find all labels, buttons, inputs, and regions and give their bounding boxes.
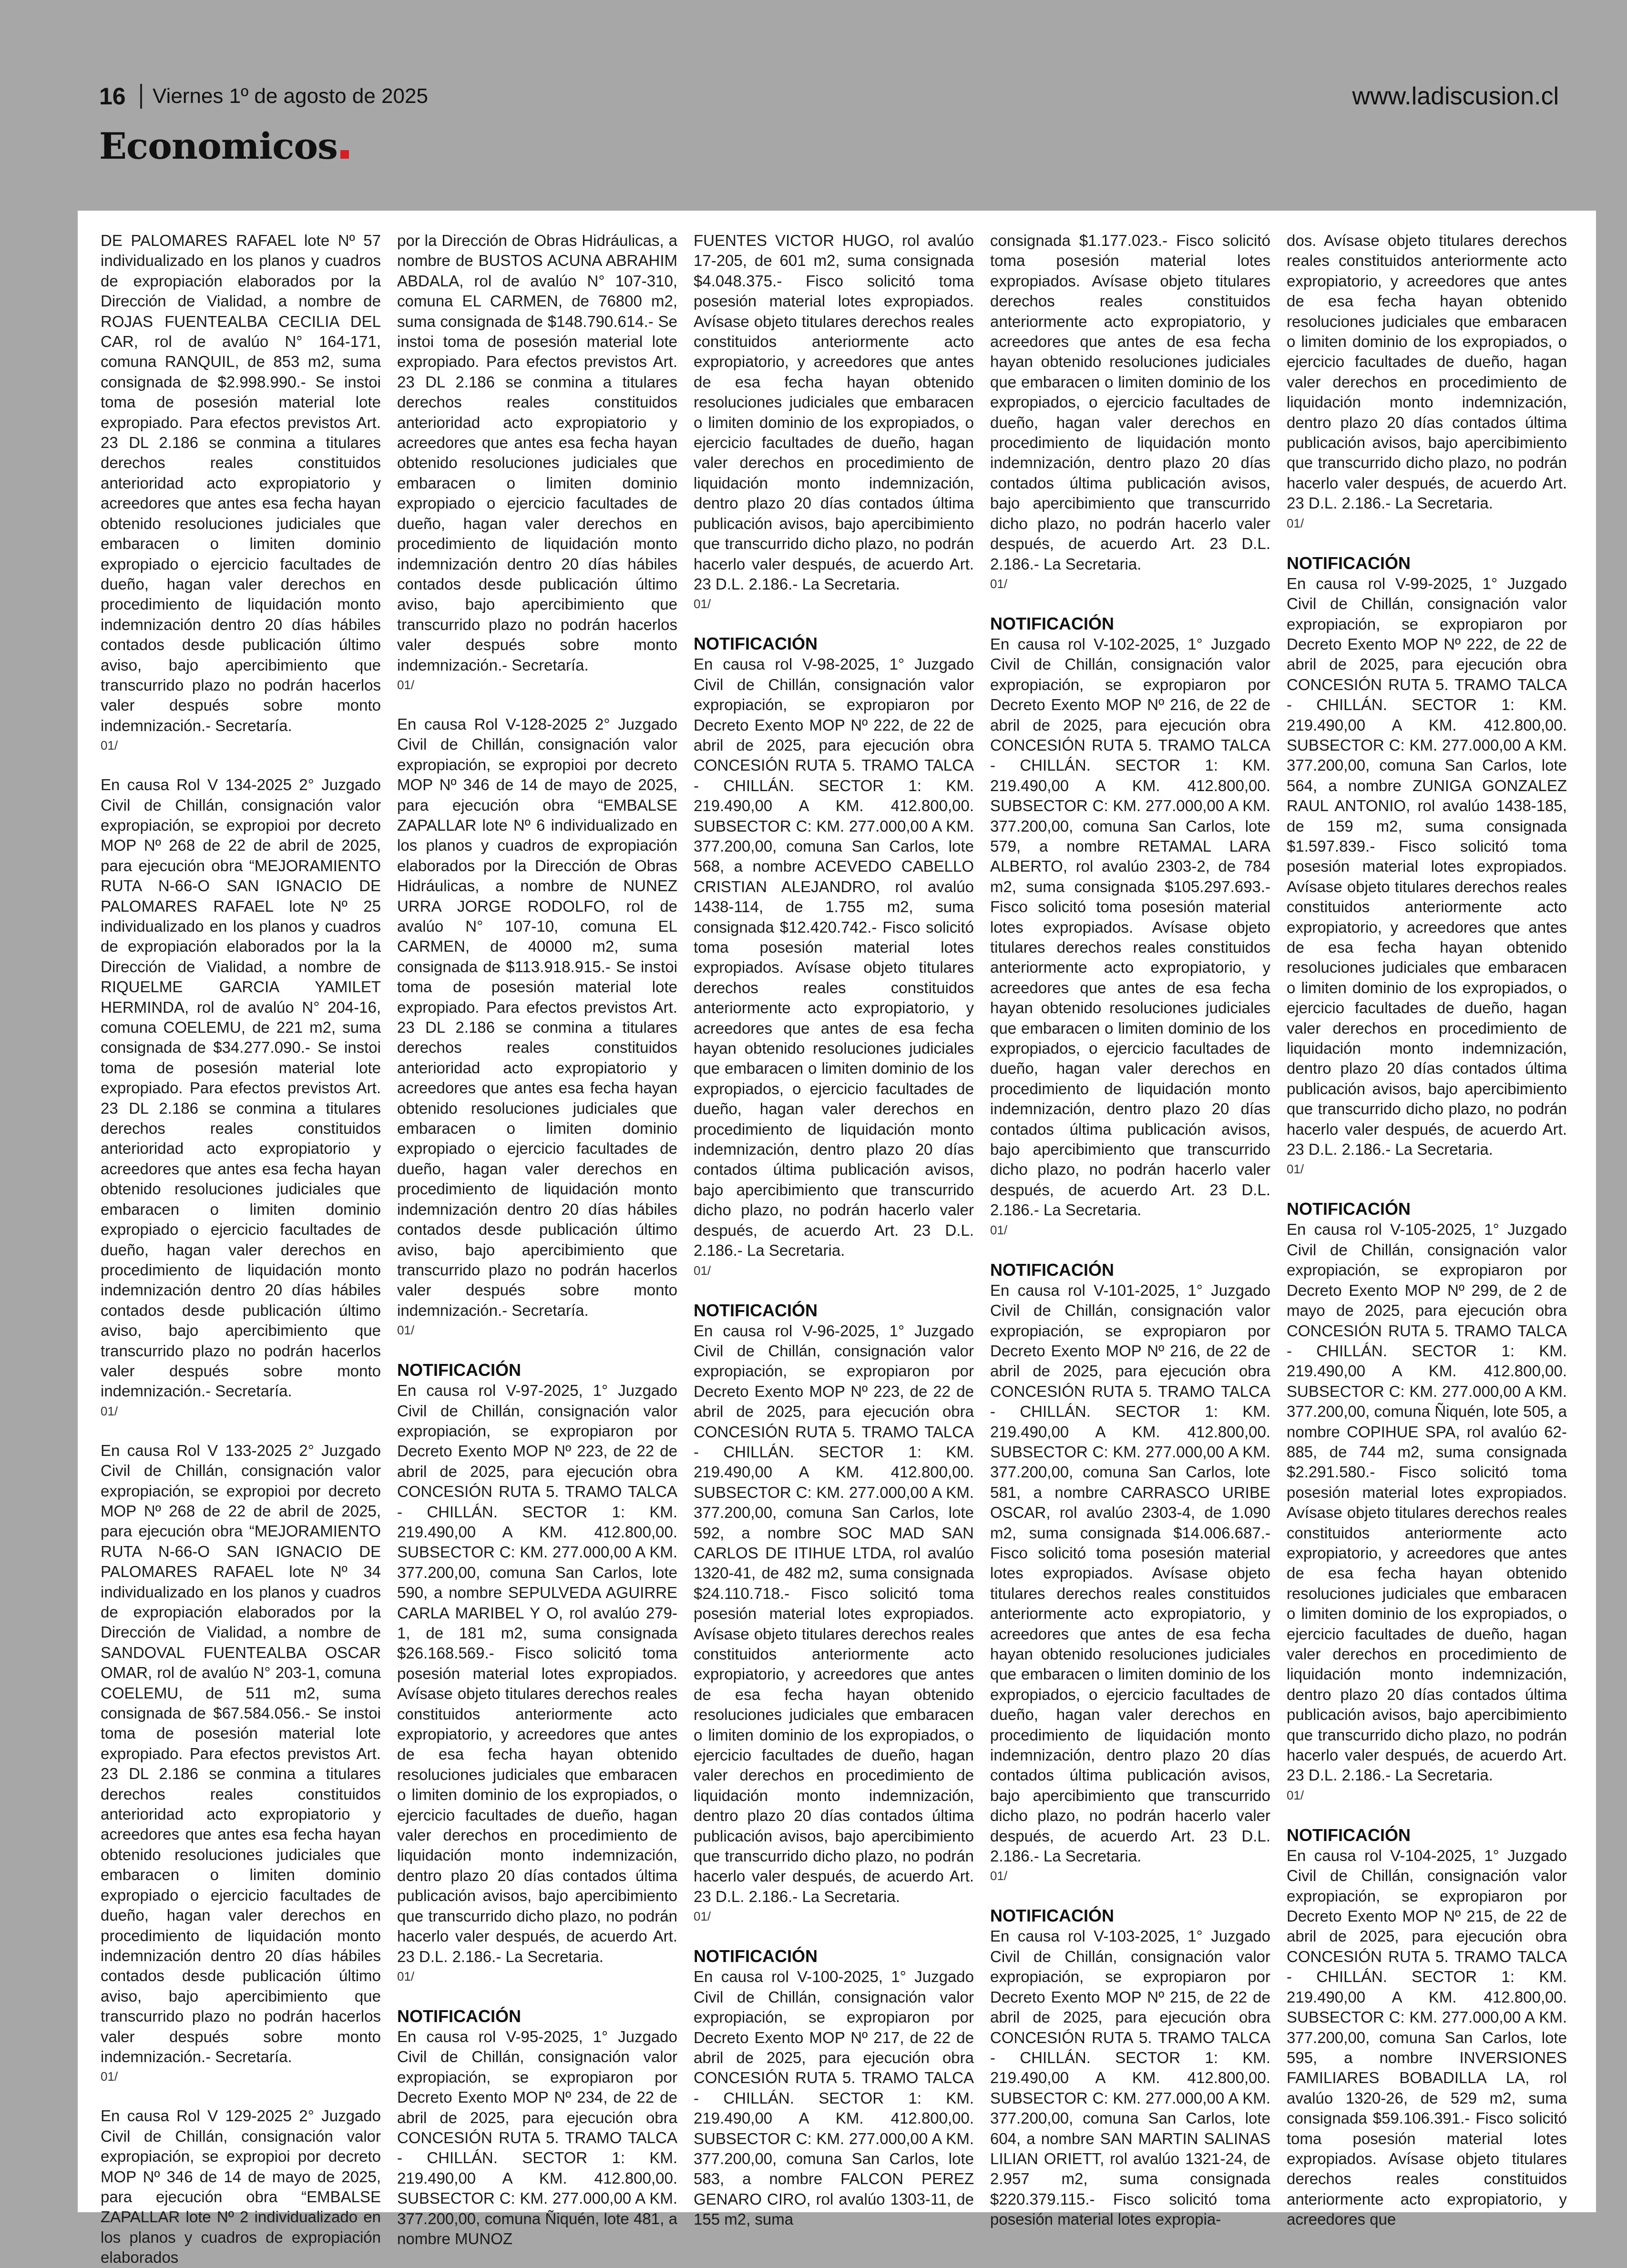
notice-code: 01/ xyxy=(1287,1162,1304,1177)
header-divider xyxy=(140,84,142,109)
notice-block xyxy=(101,1441,381,2086)
notice-code: 01/ xyxy=(990,576,1008,591)
notice-title: NOTIFICACIÓN xyxy=(694,634,818,654)
notice-block xyxy=(397,1360,677,1986)
notice-text: En causa Rol V 133-2025 2° Juzgado Civil de Chillán, consignación valor expropiación, se expropioi por decreto MOP Nº 268 de 22 de abril de 2025, para ejecución obra “MEJORAMIENTO RUTA N-66-O SAN IGNACIO DE PALOMARES RAFAEL lote Nº 34 individualizado en los planos y cuadros de expropiación elaborados por la Dirección de Vialidad, a nombre de SANDOVAL FUENTEALBA OSCAR OMAR, rol de avalúo N° 203-1, comuna COELEMU, de 511 m2, suma consignada de $67.584.056.- Se instoi toma de posesión material lote expropiado. Para efectos previstos Art. 23 DL 2.186 se conmina a titulares derechos reales constituidos anterioridad acto expropiatorio y acreedores que antes esa fecha hayan obtenido resoluciones judiciales que embaracen o limiten dominio expropiado o ejercicio facultades de dueño, hagan valer derechos en procedimiento de liquidación monto indemnización dentro 20 días hábiles contados desde publicación último aviso, bajo apercibimiento que transcurrido plazo no podrán hacerlos valer después sobre monto indemnización.- Secretaría. xyxy=(101,1441,381,2065)
notice-code: 01/ xyxy=(990,1222,1008,1237)
notice-code: 01/ xyxy=(694,597,711,611)
notice-text: En causa rol V-96-2025, 1° Juzgado Civil de Chillán, consignación valor expropiación, se expropiaron por Decreto Exento MOP Nº 223, de 22 de abril de 2025, para ejecución obra CONCESIÓN RUTA 5. TRAMO TALCA - CHILLÁN. SECTOR 1: KM. 219.490,00 A KM. 412.800,00. SUBSECTOR C: KM. 277.000,00 A KM. 377.200,00, comuna San Carlos, lote 592, a nombre SOC MAD SAN CARLOS DE ITIHUE LTDA, rol avalúo 1320-41, de 482 m2, suma consignada $24.110.718.- Fisco solicitó toma posesión material lotes expropiados. Avísase objeto titulares derechos reales constituidos anteriormente acto expropiatorio, y acreedores que antes de esa fecha hayan obtenido resoluciones judiciales que embaracen o limiten dominio de los expropiados, o ejercicio facultades de dueño, hagan valer derechos en procedimiento de liquidación monto indemnización, dentro plazo 20 días contados última publicación avisos, bajo apercibimiento que transcurrido dicho plazo, no podrán hacerlo valer después, de acuerdo Art. 23 D.L. 2.186.- La Secretaria. xyxy=(694,1322,974,1905)
notice-block xyxy=(397,2006,677,2249)
column-1 xyxy=(101,231,381,2267)
classifieds-page xyxy=(78,211,1596,2267)
notice-code: 01/ xyxy=(694,1263,711,1278)
notice-block xyxy=(990,1905,1270,2229)
notice-text: FUENTES VICTOR HUGO, rol avalúo 17-205, de 601 m2, suma consignada $4.048.375.- Fisco solicitó toma posesión material lotes expropiados. Avísase objeto titulares derechos reales constituidos anteriormente acto expropiatorio, y acreedores que antes de esa fecha hayan obtenido resoluciones judiciales que embaracen o limiten dominio de los expropiados, o ejercicio facultades de dueño, hagan valer derechos en procedimiento de liquidación monto indemnización, dentro plazo 20 días contados última publicación avisos, bajo apercibimiento que transcurrido dicho plazo, no podrán hacerlo valer después, de acuerdo Art. 23 D.L. 2.186.- La Secretaria. xyxy=(694,232,974,593)
notice-block xyxy=(101,231,381,755)
notice-block xyxy=(1287,231,1567,533)
notice-block xyxy=(694,1300,974,1926)
notice-title: NOTIFICACIÓN xyxy=(1287,1825,1411,1845)
notice-text: En causa rol V-95-2025, 1° Juzgado Civil de Chillán, consignación valor expropiación, se expropiaron por Decreto Exento MOP Nº 234, de 22 de abril de 2025, para ejecución obra CONCESIÓN RUTA 5. TRAMO TALCA - CHILLÁN. SECTOR 1: KM. 219.490,00 A KM. 412.800,00. SUBSECTOR C: KM. 277.000,00 A KM. 377.200,00, comuna Ñiquén, lote 481, a nombre MUNOZ xyxy=(397,2027,677,2248)
column-5 xyxy=(1287,231,1567,2228)
column-4 xyxy=(990,231,1270,2228)
notice-title: NOTIFICACIÓN xyxy=(1287,553,1411,573)
notice-code: 01/ xyxy=(397,677,415,692)
notice-block xyxy=(990,231,1270,593)
notice-code: 01/ xyxy=(1287,516,1304,530)
notice-title: NOTIFICACIÓN xyxy=(694,1946,818,1966)
section-accent-dot xyxy=(340,150,349,159)
notice-block xyxy=(397,714,677,1340)
notice-code: 01/ xyxy=(397,1969,415,1983)
notice-text: En causa Rol V 134-2025 2° Juzgado Civil de Chillán, consignación valor expropiación, se expropioi por decreto MOP Nº 268 de 22 de abril de 2025, para ejecución obra “MEJORAMIENTO RUTA N-66-O SAN IGNACIO DE PALOMARES RAFAEL lote Nº 25 individualizado en los planos y cuadros de expropiación elaborados por la la Dirección de Vialidad, a nombre de RIQUELME GARCIA YAMILET HERMINDA, rol de avalúo N° 204-16, comuna COELEMU, de 221 m2, suma consignada de $34.277.090.- Se instoi toma de posesión material lote expropiado. Para efectos previstos Art. 23 DL 2.186 se conmina a titulares derechos reales constituidos anterioridad acto expropiatorio y acreedores que antes esa fecha hayan obtenido resoluciones judiciales que embaracen o limiten dominio expropiado o ejercicio facultades de dueño, hagan valer derechos en procedimiento de liquidación monto indemnización dentro 20 días hábiles contados desde publicación último aviso, bajo apercibimiento que transcurrido plazo no podrán hacerlos valer después sobre monto indemnización.- Secretaría. xyxy=(101,776,381,1400)
notice-block xyxy=(694,1946,974,2229)
issue-date: Viernes 1º de agosto de 2025 xyxy=(153,84,428,108)
notice-code: 01/ xyxy=(101,1404,118,1418)
notice-code: 01/ xyxy=(990,1869,1008,1883)
notice-text: En causa rol V-101-2025, 1° Juzgado Civil de Chillán, consignación valor expropiación, se expropiaron por Decreto Exento MOP Nº 216, de 22 de abril de 2025, para ejecución obra CONCESIÓN RUTA 5. TRAMO TALCA - CHILLÁN. SECTOR 1: KM. 219.490,00 A KM. 412.800,00. SUBSECTOR C: KM. 277.000,00 A KM. 377.200,00, comuna San Carlos, lote 581, a nombre CARRASCO URIBE OSCAR, rol avalúo 2303-4, de 1.090 m2, suma consignada $14.006.687.- Fisco solicitó toma posesión material lotes expropiados. Avísase objeto titulares derechos reales constituidos anteriormente acto expropiatorio, y acreedores que antes de esa fecha hayan obtenido resoluciones judiciales que embaracen o limiten dominio de los expropiados, o ejercicio facultades de dueño, hagan valer derechos en procedimiento de liquidación monto indemnización, dentro plazo 20 días contados última publicación avisos, bajo apercibimiento que transcurrido dicho plazo, no podrán hacerlo valer después, de acuerdo Art. 23 D.L. 2.186.- La Secretaria. xyxy=(990,1281,1270,1865)
notice-code: 01/ xyxy=(1287,1788,1304,1802)
notice-text: En causa rol V-105-2025, 1° Juzgado Civil de Chillán, consignación valor expropiación, se expropiaron por Decreto Exento MOP Nº 299, de 2 de mayo de 2025, para ejecución obra CONCESIÓN RUTA 5. TRAMO TALCA - CHILLÁN. SECTOR 1: KM. 219.490,00 A KM. 412.800,00. SUBSECTOR C: KM. 277.000,00 A KM. 377.200,00, comuna Ñiquén, lote 505, a nombre COPIHUE SPA, rol avalúo 62-885, de 744 m2, suma consignada $2.291.580.- Fisco solicitó toma posesión material lotes expropiados. Avísase objeto titulares derechos reales constituidos anteriormente acto expropiatorio, y acreedores que antes de esa fecha hayan obtenido resoluciones judiciales que embaracen o limiten dominio de los expropiados, o ejercicio facultades de dueño, hagan valer derechos en procedimiento de liquidación monto indemnización, dentro plazo 20 días contados última publicación avisos, bajo apercibimiento que transcurrido dicho plazo, no podrán hacerlo valer después, de acuerdo Art. 23 D.L. 2.186.- La Secretaria. xyxy=(1287,1220,1567,1784)
notice-block xyxy=(397,231,677,694)
notice-text: En causa rol V-99-2025, 1° Juzgado Civil de Chillán, consignación valor expropiación, se expropiaron por Decreto Exento MOP Nº 222, de 22 de abril de 2025, para ejecución obra CONCESIÓN RUTA 5. TRAMO TALCA - CHILLÁN. SECTOR 1: KM. 219.490,00 A KM. 412.800,00. SUBSECTOR C: KM. 277.000,00 A KM. 377.200,00, comuna San Carlos, lote 564, a nombre ZUNIGA GONZALEZ RAUL ANTONIO, rol avalúo 1438-185, de 159 m2, suma consignada $1.597.839.- Fisco solicitó toma posesión material lotes expropiados. Avísase objeto titulares derechos reales constituidos anteriormente acto expropiatorio, y acreedores que antes de esa fecha hayan obtenido resoluciones judiciales que embaracen o limiten dominio de los expropiados, o ejercicio facultades de dueño, hagan valer derechos en procedimiento de liquidación monto indemnización, dentro plazo 20 días contados última publicación avisos, bajo apercibimiento que transcurrido dicho plazo, no podrán hacerlo valer después, de acuerdo Art. 23 D.L. 2.186.- La Secretaria. xyxy=(1287,574,1567,1159)
notice-code: 01/ xyxy=(397,1323,415,1338)
notice-text: En causa rol V-98-2025, 1° Juzgado Civil de Chillán, consignación valor expropiación, se expropiaron por Decreto Exento MOP Nº 222, de 22 de abril de 2025, para ejecución obra CONCESIÓN RUTA 5. TRAMO TALCA - CHILLÁN. SECTOR 1: KM. 219.490,00 A KM. 412.800,00. SUBSECTOR C: KM. 277.000,00 A KM. 377.200,00, comuna San Carlos, lote 568, a nombre ACEVEDO CABELLO CRISTIAN ALEJANDRO, rol avalúo 1438-114, de 1.755 m2, suma consignada $12.420.742.- Fisco solicitó toma posesión material lotes expropiados. Avísase objeto titulares derechos reales constituidos anteriormente acto expropiatorio, y acreedores que antes de esa fecha hayan obtenido resoluciones judiciales que embaracen o limiten dominio de los expropiados, o ejercicio facultades de dueño, hagan valer derechos en procedimiento de liquidación monto indemnización, dentro plazo 20 días contados última publicación avisos, bajo apercibimiento que transcurrido dicho plazo, no podrán hacerlo valer después, de acuerdo Art. 23 D.L. 2.186.- La Secretaria. xyxy=(694,655,974,1260)
notice-block xyxy=(101,2106,381,2268)
notice-block xyxy=(990,613,1270,1240)
notice-text: En causa rol V-97-2025, 1° Juzgado Civil de Chillán, consignación valor expropiación, se expropiaron por Decreto Exento MOP Nº 223, de 22 de abril de 2025, para ejecución obra CONCESIÓN RUTA 5. TRAMO TALCA - CHILLÁN. SECTOR 1: KM. 219.490,00 A KM. 412.800,00. SUBSECTOR C: KM. 277.000,00 A KM. 377.200,00, comuna San Carlos, lote 590, a nombre SEPULVEDA AGUIRRE CARLA MARIBEL Y O, rol avalúo 279-1, de 181 m2, suma consignada $26.168.569.- Fisco solicitó toma posesión material lotes expropiados. Avísase objeto titulares derechos reales constituidos anteriormente acto expropiatorio, y acreedores que antes de esa fecha hayan obtenido resoluciones judiciales que embaracen o limiten dominio de los expropiados, o ejercicio facultades de dueño, hagan valer derechos en procedimiento de liquidación monto indemnización, dentro plazo 20 días contados última publicación avisos, bajo apercibimiento que transcurrido dicho plazo, no podrán hacerlo valer después, de acuerdo Art. 23 D.L. 2.186.- La Secretaria. xyxy=(397,1382,677,1965)
notice-title: NOTIFICACIÓN xyxy=(397,2006,521,2026)
notice-text: En causa Rol V-128-2025 2° Juzgado Civil de Chillán, consignación valor expropiación, se expropioi por decreto MOP Nº 346 de 14 de mayo de 2025, para ejecución obra “EMBALSE ZAPALLAR lote Nº 6 individualizado en los planos y cuadros de expropiación elaborados por la Dirección de Obras Hidráulicas, a nombre de NUNEZ URRA JORGE RODOLFO, rol de avalúo N° 107-10, comuna EL CARMEN, de 40000 m2, suma consignada de $113.918.915.- Se instoi toma de posesión material lote expropiado. Para efectos previstos Art. 23 DL 2.186 se conmina a titulares derechos reales constituidos anterioridad acto expropiatorio y acreedores que antes esa fecha hayan obtenido resoluciones judiciales que embaracen o limiten dominio expropiado o ejercicio facultades de dueño, hagan valer derechos en procedimiento de liquidación monto indemnización dentro 20 días hábiles contados desde publicación último aviso, bajo apercibimiento que transcurrido plazo no podrán hacerlos valer después sobre monto indemnización.- Secretaría. xyxy=(397,715,677,1319)
notice-block xyxy=(694,231,974,613)
notice-title: NOTIFICACIÓN xyxy=(694,1300,818,1320)
notice-text: En causa rol V-102-2025, 1° Juzgado Civil de Chillán, consignación valor expropiación, se expropiaron por Decreto Exento MOP Nº 216, de 22 de abril de 2025, para ejecución obra CONCESIÓN RUTA 5. TRAMO TALCA - CHILLÁN. SECTOR 1: KM. 219.490,00 A KM. 412.800,00. SUBSECTOR C: KM. 277.000,00 A KM. 377.200,00, comuna San Carlos, lote 579, a nombre RETAMAL LARA ALBERTO, rol avalúo 2303-2, de 784 m2, suma consignada $105.297.693.- Fisco solicitó toma posesión material lotes expropiados. Avísase objeto titulares derechos reales constituidos anteriormente acto expropiatorio, y acreedores que antes de esa fecha hayan obtenido resoluciones judiciales que embaracen o limiten dominio de los expropiados, o ejercicio facultades de dueño, hagan valer derechos en procedimiento de liquidación monto indemnización, dentro plazo 20 días contados última publicación avisos, bajo apercibimiento que transcurrido dicho plazo, no podrán hacerlo valer después, de acuerdo Art. 23 D.L. 2.186.- La Secretaria. xyxy=(990,635,1270,1219)
page-number: 16 xyxy=(99,83,126,110)
notice-text: En causa Rol V 129-2025 2° Juzgado Civil de Chillán, consignación valor expropiación, se expropioi por decreto MOP Nº 346 de 14 de mayo de 2025, para ejecución obra “EMBALSE ZAPALLAR lote Nº 2 individualizado en los planos y cuadros de expropiación elaborados xyxy=(101,2107,381,2267)
notice-block xyxy=(990,1260,1270,1886)
notice-title: NOTIFICACIÓN xyxy=(990,613,1114,633)
notice-text: por la Dirección de Obras Hidráulicas, a nombre de BUSTOS ACUNA ABRAHIM ABDALA, rol de avalúo N° 107-310, comuna EL CARMEN, de 76800 m2, suma consignada de $148.790.614.- Se instoi toma de posesión material lote expropiado. Para efectos previstos Art. 23 DL 2.186 se conmina a titulares derechos reales constituidos anterioridad acto expropiatorio y acreedores que antes esa fecha hayan obtenido resoluciones judiciales que embaracen o limiten dominio expropiado o ejercicio facultades de dueño, hagan valer derechos en procedimiento de liquidación monto indemnización dentro 20 días hábiles contados desde publicación último aviso, bajo apercibimiento que transcurrido plazo no podrán hacerlos valer después sobre monto indemnización.- Secretaría. xyxy=(397,232,677,674)
notice-title: NOTIFICACIÓN xyxy=(1287,1199,1411,1219)
website-link[interactable]: www.ladiscusion.cl xyxy=(1352,82,1559,110)
notice-block xyxy=(1287,1199,1567,1804)
notice-block xyxy=(1287,553,1567,1179)
section-title: Economicos xyxy=(99,125,338,167)
notice-text: consignada $1.177.023.- Fisco solicitó toma posesión material lotes expropiados. Avísase objeto titulares derechos reales constituidos anteriormente acto expropiatorio, y acreedores que antes de esa fecha hayan obtenido resoluciones judiciales que embaracen o limiten dominio de los expropiados, o ejercicio facultades de dueño, hagan valer derechos en procedimiento de liquidación monto indemnización, dentro plazo 20 días contados última publicación avisos, bajo apercibimiento que transcurrido dicho plazo, no podrán hacerlo valer después, de acuerdo Art. 23 D.L. 2.186.- La Secretaria. xyxy=(990,232,1270,573)
notice-text: DE PALOMARES RAFAEL lote Nº 57 individualizado en los planos y cuadros de expropiación elaborados por la Dirección de Vialidad, a nombre de ROJAS FUENTEALBA CECILIA DEL CAR, rol de avalúo N° 164-171, comuna RANQUIL, de 853 m2, suma consignada de $2.998.990.- Se instoi toma de posesión material lote expropiado. Para efectos previstos Art. 23 DL 2.186 se conmina a titulares derechos reales constituidos anterioridad acto expropiatorio y acreedores que antes esa fecha hayan obtenido resoluciones judiciales que embaracen o limiten dominio expropiado o ejercicio facultades de dueño, hagan valer derechos en procedimiento de liquidación monto indemnización dentro 20 días hábiles contados desde publicación último aviso, bajo apercibimiento que transcurrido plazo no podrán hacerlos valer después sobre monto indemnización.- Secretaría. xyxy=(101,232,381,734)
notice-text: En causa rol V-103-2025, 1° Juzgado Civil de Chillán, consignación valor expropiación, se expropiaron por Decreto Exento MOP Nº 215, de 22 de abril de 2025, para ejecución obra CONCESIÓN RUTA 5. TRAMO TALCA - CHILLÁN. SECTOR 1: KM. 219.490,00 A KM. 412.800,00. SUBSECTOR C: KM. 277.000,00 A KM. 377.200,00, comuna San Carlos, lote 604, a nombre SAN MARTIN SALINAS LILIAN ORIETT, rol avalúo 1321-24, de 2.957 m2, suma consignada $220.379.115.- Fisco solicitó toma posesión material lotes expropia- xyxy=(990,1927,1270,2228)
notice-code: 01/ xyxy=(694,1909,711,1924)
notice-text: En causa rol V-104-2025, 1° Juzgado Civil de Chillán, consignación valor expropiación, se expropiaron por Decreto Exento MOP Nº 215, de 22 de abril de 2025, para ejecución obra CONCESIÓN RUTA 5. TRAMO TALCA - CHILLÁN. SECTOR 1: KM. 219.490,00 A KM. 412.800,00. SUBSECTOR C: KM. 277.000,00 A KM. 377.200,00, comuna San Carlos, lote 595, a nombre INVERSIONES FAMILIARES BOBADILLA LA, rol avalúo 1320-26, de 529 m2, suma consignada $59.106.391.- Fisco solicitó toma posesión material lotes expropiados. Avísase objeto titulares derechos reales constituidos anteriormente acto expropiatorio, y acreedores que xyxy=(1287,1846,1567,2228)
notice-text: En causa rol V-100-2025, 1° Juzgado Civil de Chillán, consignación valor expropiación, se expropiaron por Decreto Exento MOP Nº 217, de 22 de abril de 2025, para ejecución obra CONCESIÓN RUTA 5. TRAMO TALCA - CHILLÁN. SECTOR 1: KM. 219.490,00 A KM. 412.800,00. SUBSECTOR C: KM. 277.000,00 A KM. 377.200,00, comuna San Carlos, lote 583, a nombre FALCON PEREZ GENARO CIRO, rol avalúo 1303-11, de 155 m2, suma xyxy=(694,1968,974,2228)
notice-block xyxy=(101,775,381,1421)
notice-block xyxy=(694,633,974,1280)
notice-code: 01/ xyxy=(101,738,118,753)
page-header xyxy=(99,76,1559,114)
notice-title: NOTIFICACIÓN xyxy=(990,1906,1114,1926)
column-3 xyxy=(694,231,974,2228)
notice-title: NOTIFICACIÓN xyxy=(397,1360,521,1380)
column-2 xyxy=(397,231,677,2248)
section-title-wrap xyxy=(99,125,349,168)
notice-block xyxy=(1287,1825,1567,2230)
notice-code: 01/ xyxy=(101,2069,118,2084)
notice-text: dos. Avísase objeto titulares derechos reales constituidos anteriormente acto expropiatorio, y acreedores que antes de esa fecha hayan obtenido resoluciones judiciales que embaracen o limiten dominio de los expropiados, o ejercicio facultades de dueño, hagan valer derechos en procedimiento de liquidación monto indemnización, dentro plazo 20 días contados última publicación avisos, bajo apercibimiento que transcurrido dicho plazo, no podrán hacerlo valer después, de acuerdo Art. 23 D.L. 2.186.- La Secretaria. xyxy=(1287,232,1567,512)
notice-title: NOTIFICACIÓN xyxy=(990,1260,1114,1280)
